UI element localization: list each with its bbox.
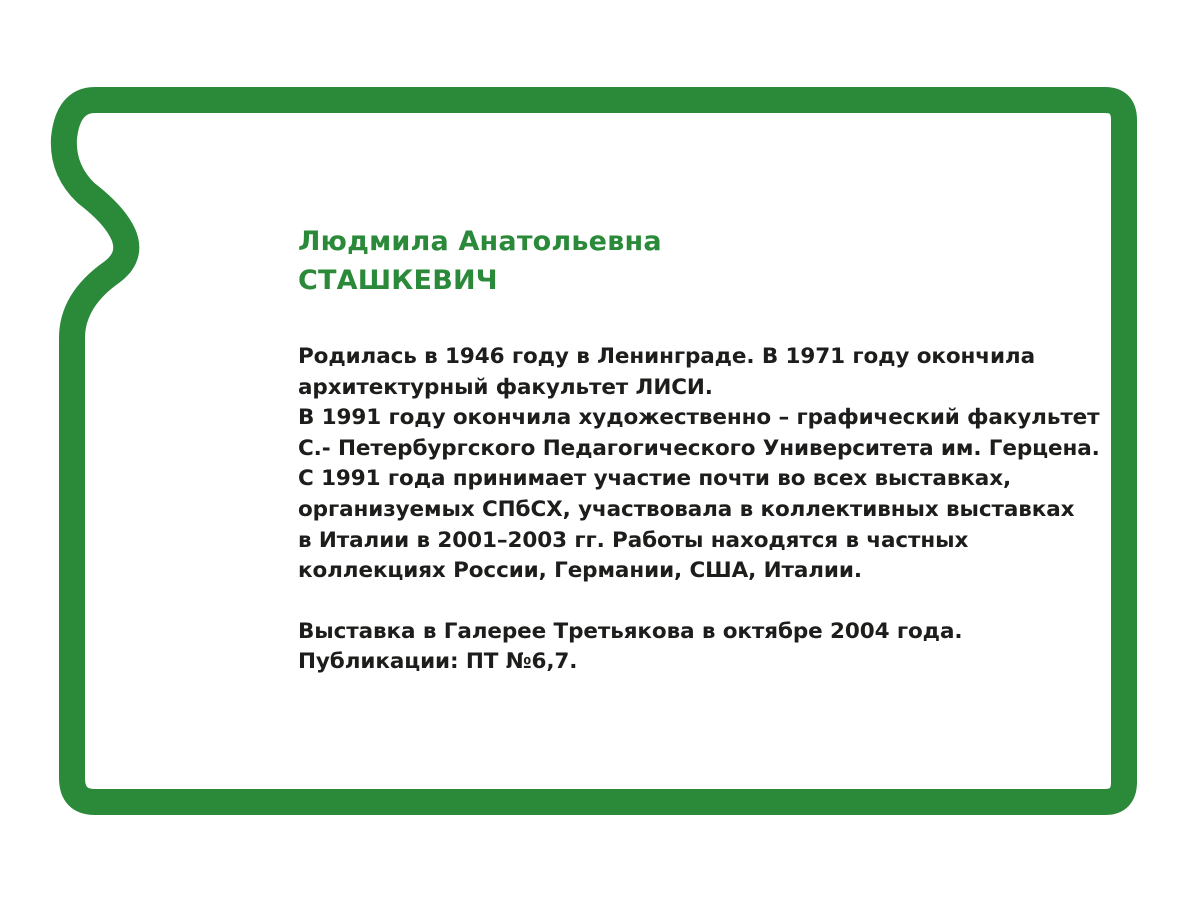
bio-line: в Италии в 2001–2003 гг. Работы находятся в частных <box>298 527 969 553</box>
bio-line: коллекциях России, Германии, США, Италии. <box>298 558 862 584</box>
bio-line: организуемых СПбСХ, участвовала в коллективных выставках <box>298 496 1075 522</box>
bio-line: архитектурный факультет ЛИСИ. <box>298 374 713 400</box>
publications-line: Публикации: ПТ №6,7. <box>298 649 578 675</box>
biography <box>298 342 1098 587</box>
bio-line: В 1991 году окончила художественно – графический факультет <box>298 405 1100 431</box>
artist-surname: СТАШКЕВИЧ <box>298 265 498 296</box>
bio-line: Родилась в 1946 году в Ленинграде. В 1971 году окончила <box>298 344 1035 369</box>
artist-name <box>298 222 1098 300</box>
bio-line: С 1991 года принимает участие почти во всех выставках, <box>298 466 1012 492</box>
card-content <box>298 222 1098 678</box>
exhibition-info <box>298 617 1098 678</box>
exhibition-line: Выставка в Галерее Третьякова в октябре 2004 года. <box>298 618 963 644</box>
bio-line: С.- Петербургского Педагогического Университета им. Герцена. <box>298 435 1100 461</box>
artist-first-name: Людмила Анатольевна <box>298 226 662 257</box>
